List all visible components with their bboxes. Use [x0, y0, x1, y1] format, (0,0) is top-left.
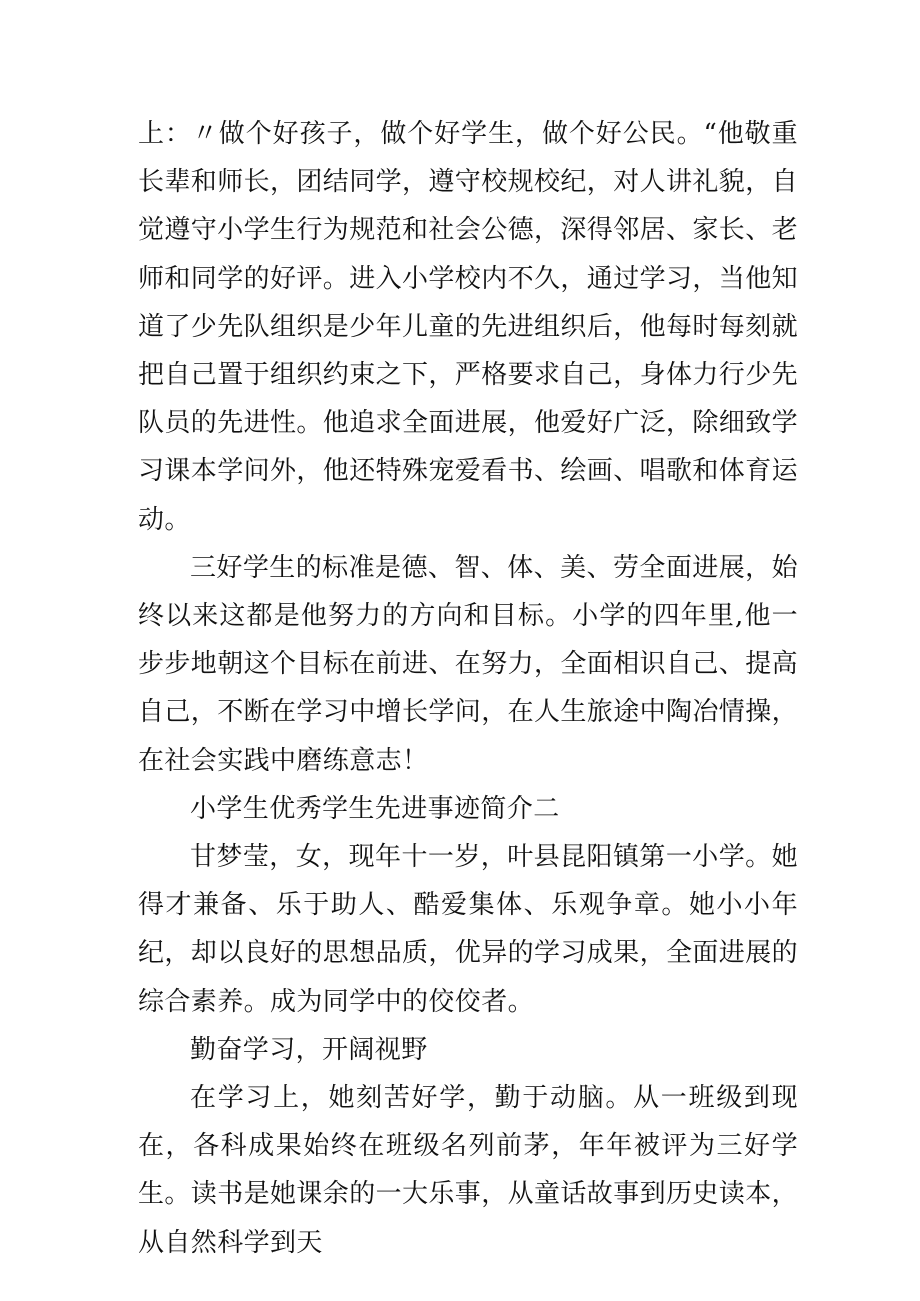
- subheading-diligent-study: 勤奋学习，开阔视野: [190, 1034, 428, 1065]
- paragraph-gan-mengying-intro: 甘梦莹，女，现年十一岁，叶县昆阳镇第一小学。她得才兼备、乐于助人、酷爱集体、乐观争章。她小小年纪，却以良好的思想品质，优异的学习成果，全面进展的综合素养。成为同学中的佼佼者。: [138, 842, 799, 1017]
- paragraph-study-habits: 在学习上，她刻苦好学，勤于动脑。从一班级到现在，各科成果始终在班级名列前茅，年年被评为三好学生。读书是她课余的一大乐事，从童话故事到历史读本，从自然科学到天: [138, 1083, 799, 1258]
- document-body: [138, 110, 798, 1267]
- section-heading-profile-two: 小学生优秀学生先进事迹简介二: [190, 793, 560, 824]
- paragraph-three-good-standard: 三好学生的标准是德、智、体、美、劳全面进展，始终以来这都是他努力的方向和目标。小学的四年里,他一步步地朝这个目标在前进、在努力，全面相识自己、提高自己，不断在学习中增长学问，在人生旅途中陶冶情操，在社会实践中磨练意志！: [138, 552, 799, 776]
- paragraph-conduct: 上：〃做个好孩子，做个好学生，做个好公民。“他敬重长辈和师长，团结同学，遵守校规校纪，对人讲礼貌，自觉遵守小学生行为规范和社会公德，深得邻居、家长、老师和同学的好评。进入小学校内不久，通过学习，当他知道了少先队组织是少年儿童的先进组织后，他每时每刻就把自己置于组织约束之下，严格要求自己，身体力行少先队员的先进性。他追求全面进展，他爱好广泛，除细致学习课本学问外，他还特殊宠爱看书、绘画、唱歌和体育运动。: [138, 119, 799, 535]
